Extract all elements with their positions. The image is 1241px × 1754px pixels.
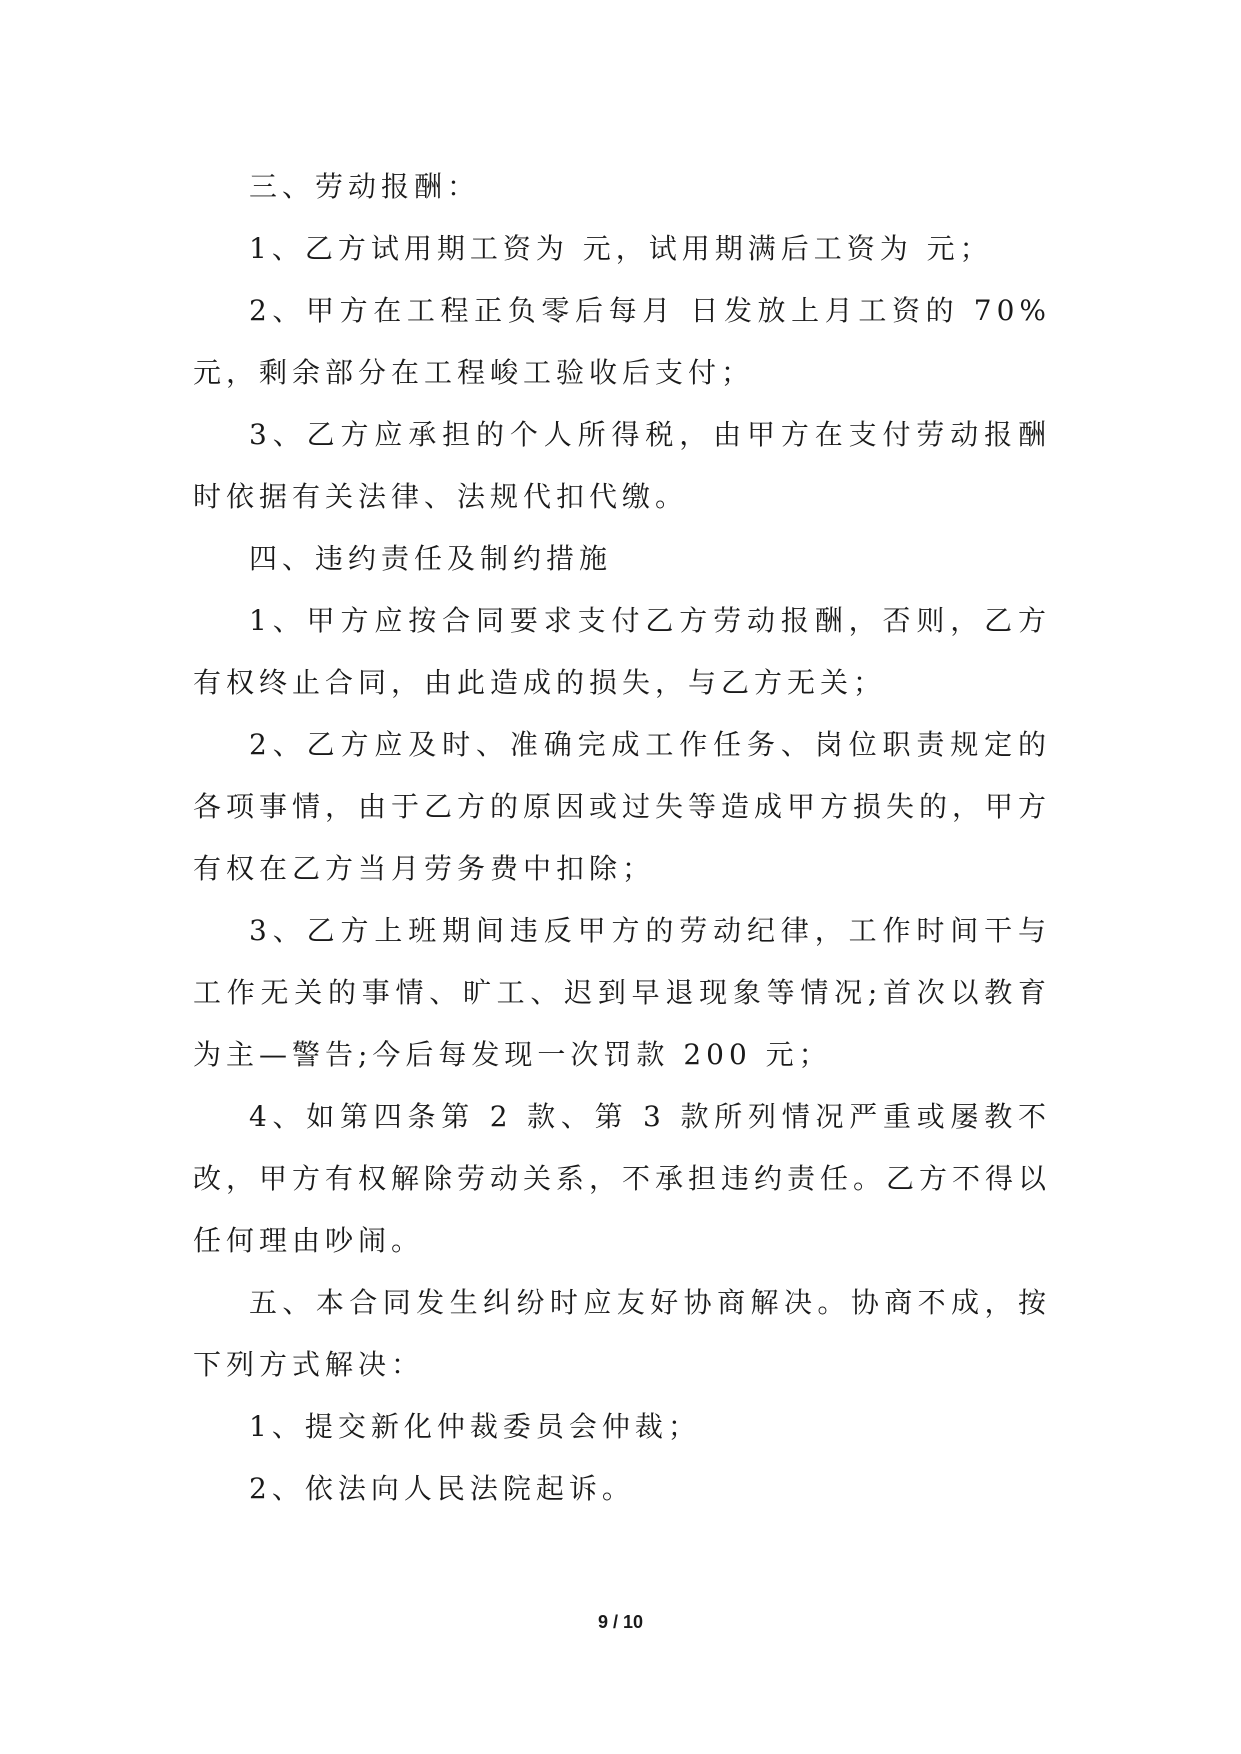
section-heading-disputes: 五、本合同发生纠纷时应友好协商解决。协商不成，按下列方式解决： xyxy=(193,1286,1051,1381)
section-heading-liability: 四、违约责任及制约措施 xyxy=(249,542,613,575)
clause-lawsuit: 2、依法向人民法院起诉。 xyxy=(249,1472,635,1505)
clause-income-tax: 3、乙方应承担的个人所得税，由甲方在支付劳动报酬时依据有关法律、法规代扣代缴。 xyxy=(193,418,1051,513)
document-body xyxy=(193,156,1051,1520)
clause-termination: 4、如第四条第 2 款、第 3 款所列情况严重或屡教不改，甲方有权解除劳动关系，不承担违约责任。乙方不得以任何理由吵闹。 xyxy=(193,1100,1052,1257)
clause-arbitration: 1、提交新化仲裁委员会仲裁； xyxy=(249,1410,701,1443)
clause-probation-salary: 1、乙方试用期工资为 元，试用期满后工资为 元； xyxy=(249,232,993,265)
clause-party-a-payment: 1、甲方应按合同要求支付乙方劳动报酬，否则，乙方有权终止合同，由此造成的损失，与乙方无关； xyxy=(193,604,1051,699)
section-heading-remuneration: 三、劳动报酬： xyxy=(249,170,481,203)
clause-discipline: 3、乙方上班期间违反甲方的劳动纪律，工作时间干与工作无关的事情、旷工、迟到早退现象等情况;首次以教育为主—警告;今后每发现一次罚款 200 元； xyxy=(193,914,1051,1071)
clause-monthly-payment: 2、甲方在工程正负零后每月 日发放上月工资的 70% 元，剩余部分在工程峻工验收后支付； xyxy=(193,294,1051,389)
page-number: 9 / 10 xyxy=(597,1612,644,1632)
clause-party-b-duties: 2、乙方应及时、准确完成工作任务、岗位职责规定的各项事情，由于乙方的原因或过失等造成甲方损失的，甲方有权在乙方当月劳务费中扣除； xyxy=(193,728,1052,885)
